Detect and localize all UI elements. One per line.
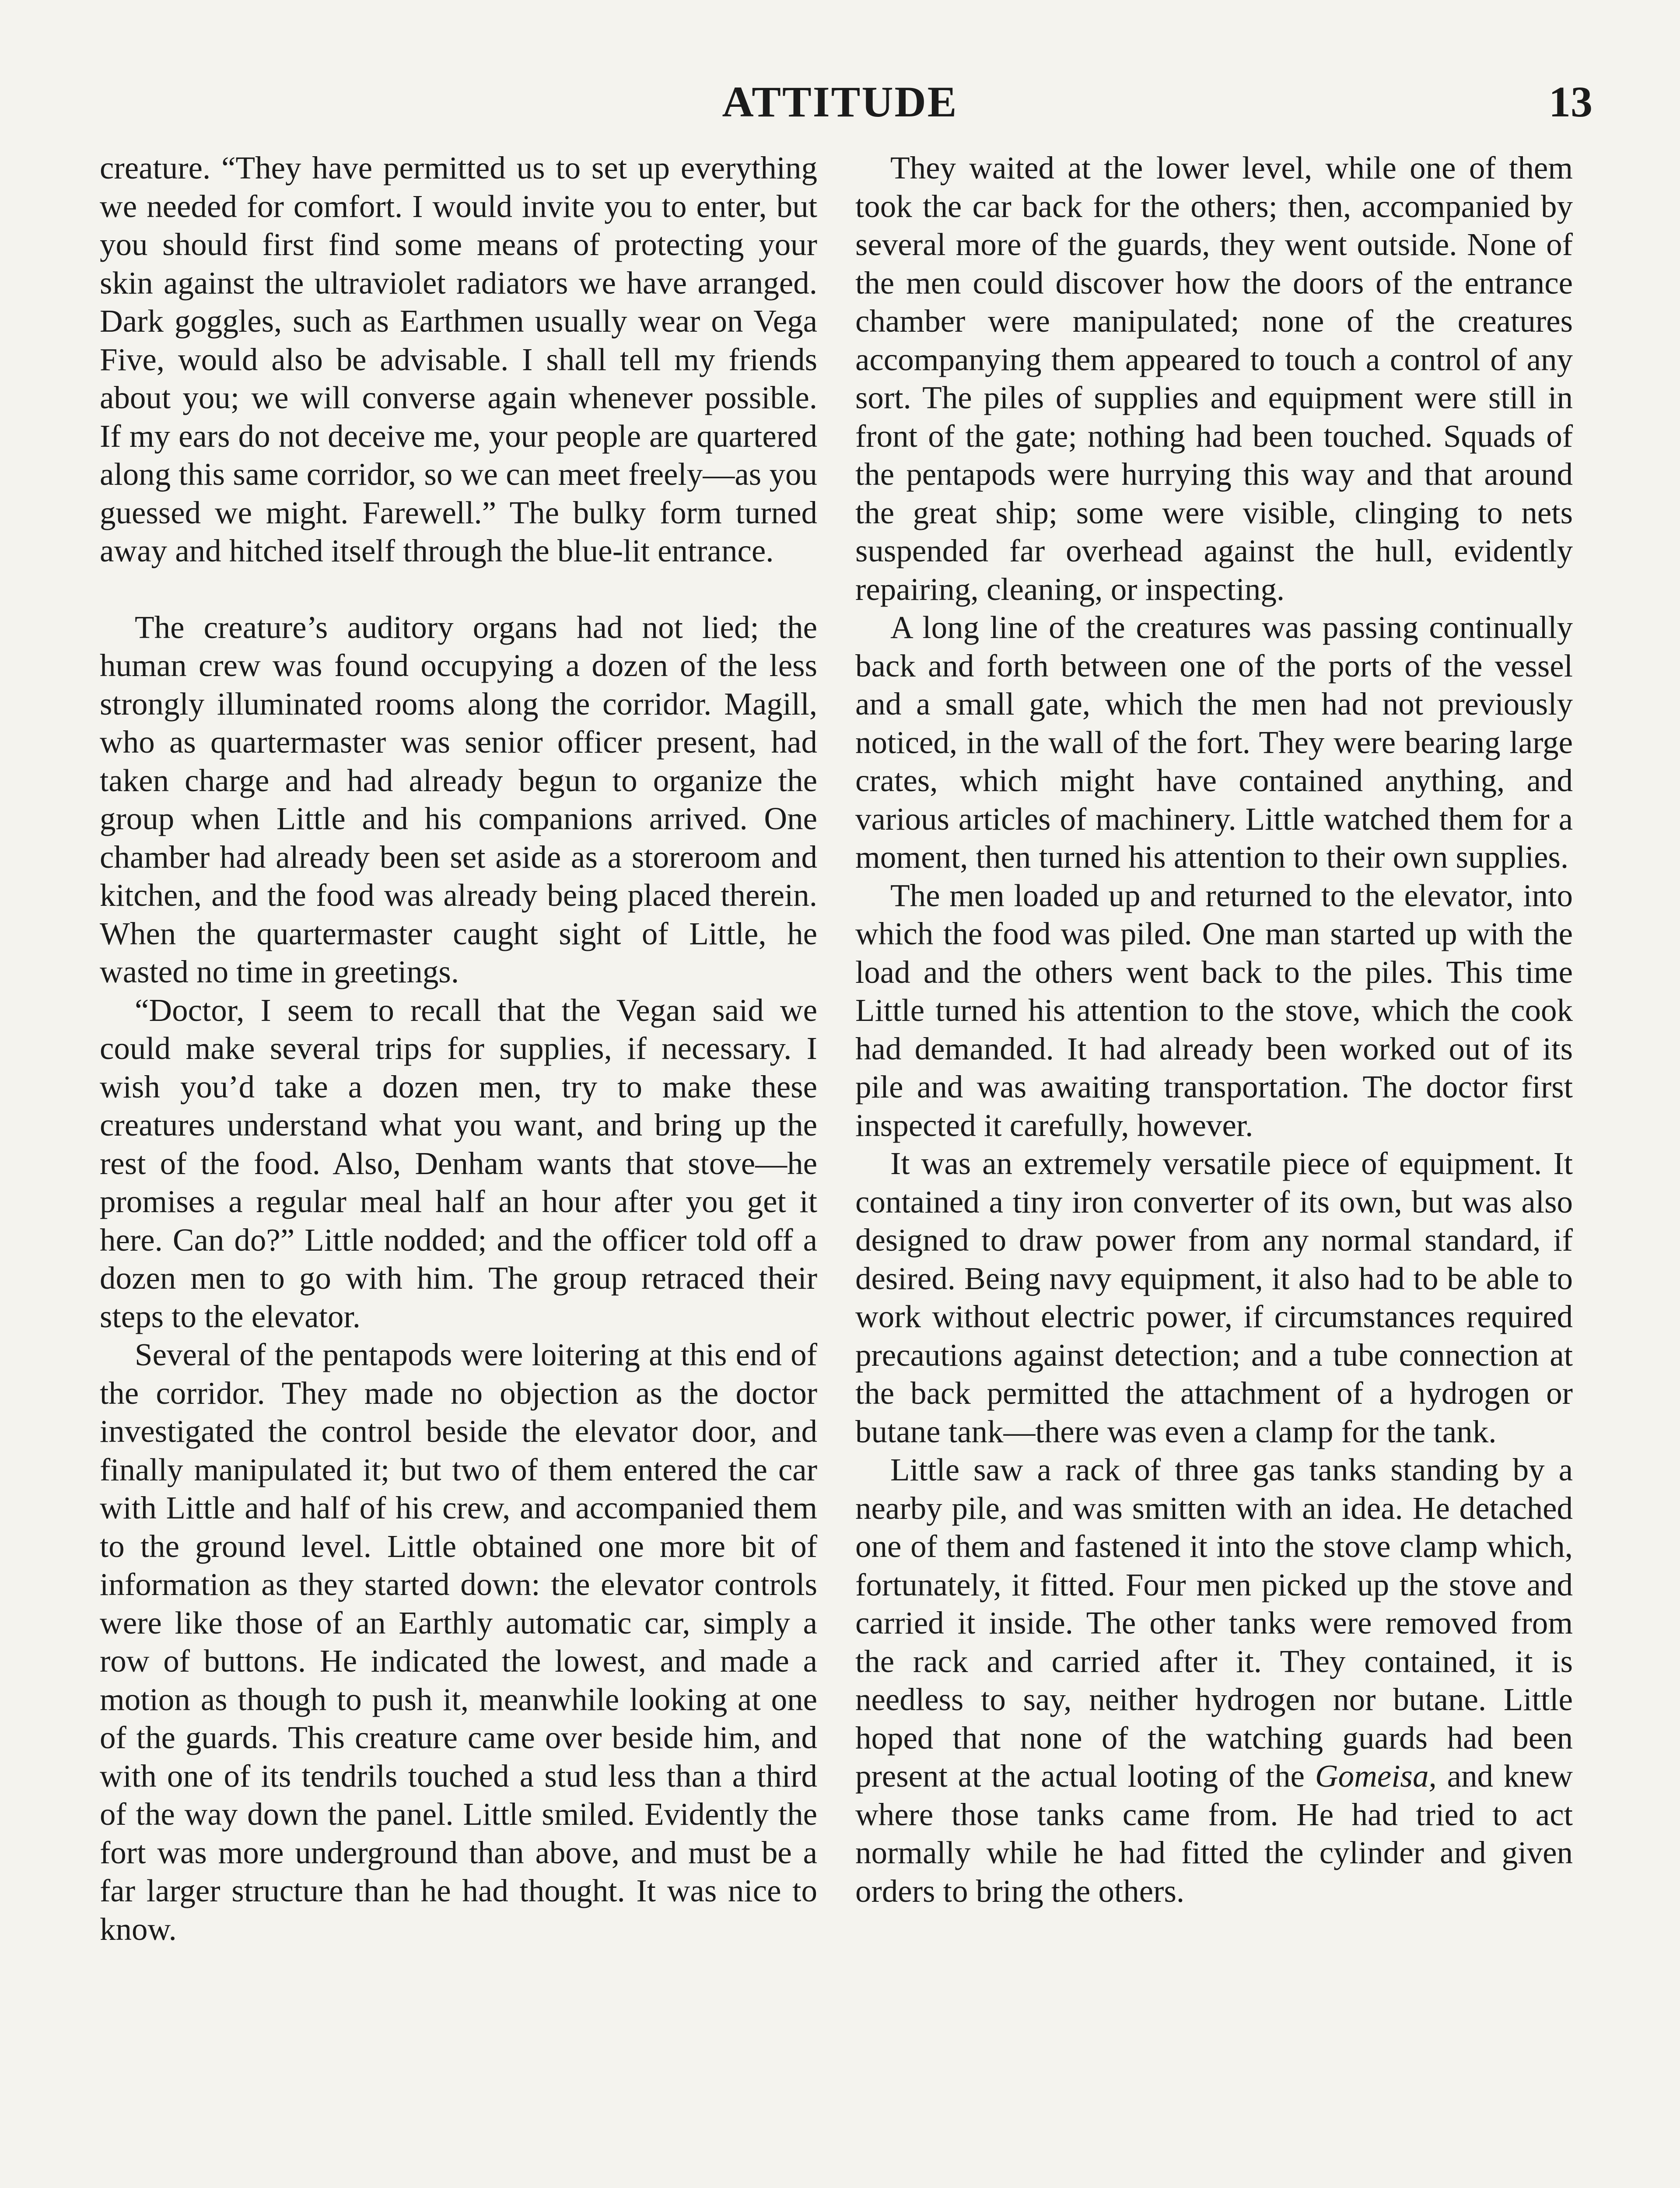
left-column: [100, 149, 817, 1948]
paragraph: A long line of the creatures was passing continually back and forth between one of the ports of the vessel and a small gate, which the men had not previously noticed, in the wall of the fort. They were bearing large crates, which might have contained anything, and various articles of machinery. Little watched them for a moment, then turned his attention to their own supplies.: [855, 610, 1573, 875]
page-number: 13: [1549, 77, 1592, 126]
paragraph: “Doctor, I seem to recall that the Vegan said we could make several trips for supplies, if necessary. I wish you’d take a dozen men, try to make these creatures understand what you want, and bring up the rest of the food. Also, Denham wants that stove—he promises a regular meal half an hour after you get it here. Can do?” Little nodded; and the officer told off a dozen men to go with him. The group retraced their steps to the elevator.: [100, 992, 817, 1334]
paragraph: Several of the pentapods were loitering at this end of the corridor. They made no objection as the doctor investigated the control beside the elevator door, and finally manipulated it; but two of them entered the car with Little and half of his crew, and accompanied them to the ground level. Little obtained one more bit of information as they started down: the elevator controls were like those of an Earthly automatic car, simply a row of buttons. He indicated the lowest, and made a motion as though to push it, meanwhile looking at one of the guards. This creature came over beside him, and with one of its tendrils touched a stud less than a third of the way down the panel. Little smiled. Evidently the fort was more underground than above, and must be a far larger structure than he had thought. It was nice to know.: [100, 1337, 817, 1947]
paragraph: It was an extremely versatile piece of equipment. It contained a tiny iron converter of its own, but was also designed to draw power from any normal standard, if desired. Being navy equipment, it also had to be able to work without electric power, if circumstances required precautions against detection; and a tube connection at the back permitted the attachment of a hydrogen or butane tank—there was even a clamp for the tank.: [855, 1146, 1573, 1449]
ship-name: Gomeisa,: [1315, 1758, 1437, 1794]
paragraph: The men loaded up and returned to the elevator, into which the food was piled. One man started up with the load and the others went back to the piles. This time Little turned his attention to the stove, which the cook had demanded. It had already been worked out of its pile and was awaiting transportation. The doctor first inspected it carefully, however.: [855, 877, 1573, 1143]
paragraph-text: Little saw a rack of three gas tanks standing by a nearby pile, and was smitten with an idea. He detached one of them and fastened it into the stove clamp which, fortunately, it fitted. Four men picked up the stove and carried it inside. The other tanks were removed from the rack and carried after it. They contained, it is needless to say, neither hydrogen nor butane. Little hoped that none of the watching guards had been present at the actual looting of the: [855, 1452, 1573, 1794]
paragraph: [855, 1451, 1573, 1910]
right-column: [855, 149, 1573, 1910]
running-title: ATTITUDE: [722, 77, 958, 126]
paragraph: creature. “They have permitted us to set up everything we needed for comfort. I would invite you to enter, but you should first find some means of protecting your skin against the ultraviolet radiators we have arranged. Dark goggles, such as Earthmen usually wear on Vega Five, would also be advisable. I shall tell my friends about you; we will converse again whenever possible. If my ears do not deceive me, your people are quartered along this same corridor, so we can meet freely—as you guessed we might. Farewell.” The bulky form turned away and hitched itself through the blue-lit entrance.: [100, 150, 817, 568]
page-header: [0, 77, 1680, 138]
paragraph: The creature’s auditory organs had not lied; the human crew was found occupying a dozen of the less strongly illuminated rooms along the corridor. Magill, who as quartermaster was senior officer present, had taken charge and had already begun to organize the group when Little and his companions arrived. One chamber had already been set aside as a storeroom and kitchen, and the food was already being placed therein. When the quartermaster caught sight of Little, he wasted no time in greetings.: [100, 609, 817, 989]
paragraph-text: and knew where those tanks came from. He had tried to act normally while he had fitted the cylinder and given orders to bring the others.: [855, 1758, 1573, 1909]
paragraph: They waited at the lower level, while one of them took the car back for the others; then, accompanied by several more of the guards, they went outside. None of the men could discover how the doors of the entrance chamber were manipulated; none of the creatures accompanying them appeared to touch a control of any sort. The piles of supplies and equipment were still in front of the gate; nothing had been touched. Squads of the pentapods were hurrying this way and that around the great ship; some were visible, clinging to nets suspended far overhead against the hull, evidently repairing, cleaning, or inspecting.: [855, 150, 1573, 607]
